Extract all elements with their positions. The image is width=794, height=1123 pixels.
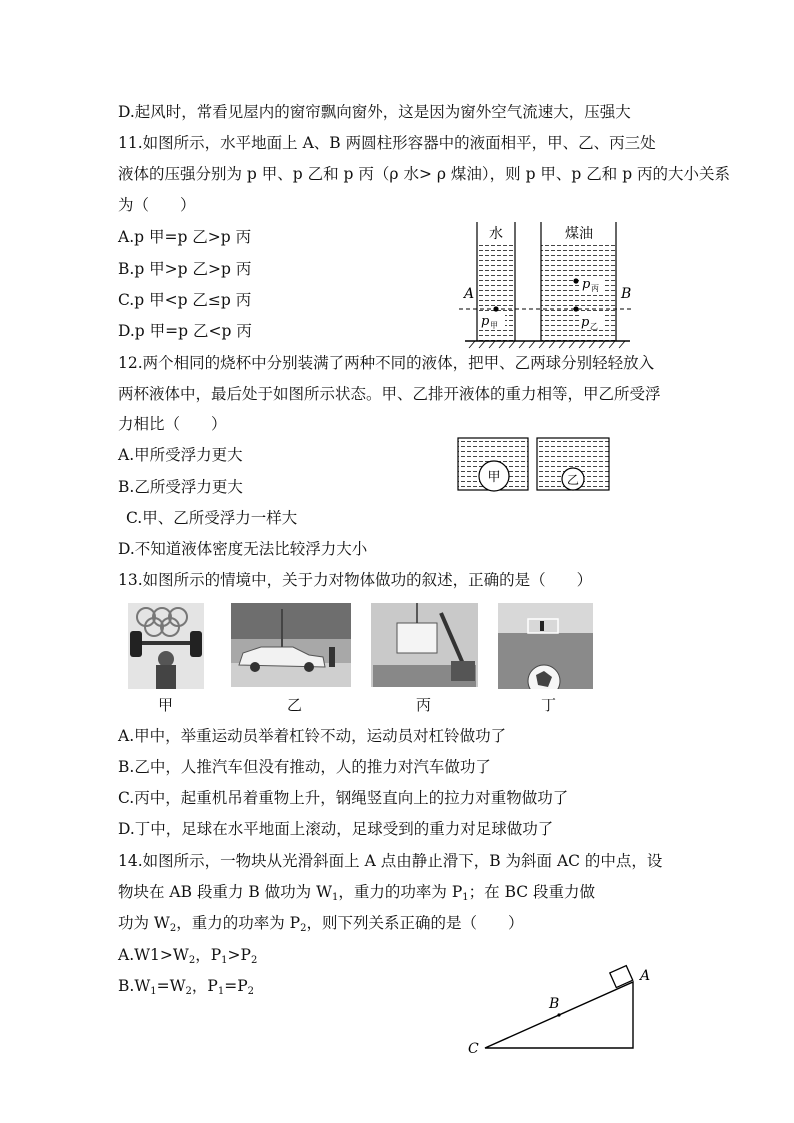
- q11-option-b: B.p 甲>p 乙>p 丙: [118, 260, 252, 278]
- q12-option-c: C.甲、乙所受浮力一样大: [126, 509, 298, 527]
- label-p-jia: p: [481, 314, 490, 329]
- q12-option-a: A.甲所受浮力更大: [118, 446, 243, 464]
- photo-label-ding: 丁: [541, 696, 557, 714]
- label-p-bing: p: [582, 277, 591, 292]
- q11-stem-line1: 11.如图所示，水平地面上 A、B 两圆柱形容器中的液面相平，甲、乙、丙三处: [118, 134, 656, 152]
- photo-label-bing: 丙: [416, 696, 432, 714]
- point-jia: [493, 306, 498, 311]
- q13-option-a: A.甲中，举重运动员举着杠铃不动，运动员对杠铃做功了: [118, 727, 507, 745]
- label-container-b: B: [621, 286, 632, 302]
- svg-text:丙: 丙: [591, 284, 599, 293]
- svg-text:乙: 乙: [590, 322, 598, 331]
- point-bing: [573, 278, 578, 283]
- svg-text:乙: 乙: [566, 473, 580, 487]
- svg-text:甲: 甲: [487, 470, 501, 485]
- q12-beaker-figure: [455, 434, 615, 494]
- point-yi: [573, 306, 578, 311]
- q13-stem: 13.如图所示的情境中，关于力对物体做功的叙述，正确的是（ ）: [118, 571, 593, 589]
- q13-option-b: B.乙中，人推汽车但没有推动，人的推力对汽车做功了: [118, 758, 491, 776]
- svg-text:甲: 甲: [490, 321, 498, 330]
- q12-option-d: D.不知道液体密度无法比较浮力大小: [118, 540, 368, 558]
- label-water: 水: [489, 226, 503, 242]
- q11-option-d: D.p 甲=p 乙<p 丙: [118, 322, 252, 340]
- label-p-yi: p: [581, 315, 590, 330]
- q12-stem-line2: 两杯液体中，最后处于如图所示状态。甲、乙排开液体的重力相等，甲乙所受浮: [118, 385, 661, 403]
- q11-stem-line3: 为（ ）: [118, 196, 196, 214]
- q14-stem-line1: 14.如图所示，一物块从光滑斜面上 A 点由静止滑下，B 为斜面 AC 的中点，设: [118, 852, 663, 870]
- label-kerosene: 煤油: [565, 226, 593, 242]
- q12-stem-line3: 力相比（ ）: [118, 415, 227, 433]
- q12-stem-line1: 12.两个相同的烧杯中分别装满了两种不同的液体，把甲、乙两球分别轻轻放入: [118, 354, 655, 372]
- q13-option-d: D.丁中，足球在水平地面上滚动，足球受到的重力对足球做功了: [118, 820, 554, 838]
- q11-container-figure: [455, 218, 635, 350]
- photo-crane: [371, 603, 478, 687]
- photo-label-jia: 甲: [158, 696, 174, 714]
- photo-football: [498, 603, 593, 689]
- q12-option-b: B.乙所受浮力更大: [118, 478, 243, 496]
- q14-option-b: $B.W_1=W_2$，$P_1=P_2$: [118, 977, 255, 997]
- photo-label-yi: 乙: [287, 696, 303, 714]
- label-container-a: A: [464, 286, 475, 302]
- q14-stem-line2: 物块在 AB 段重力 B 做功为 $W_1$，重力的功率为 $P_1$；在 BC 段重力做: [118, 883, 596, 903]
- point-b: [557, 1013, 560, 1016]
- q14-stem-line3: 功为 $W_2$，重力的功率为 $P_2$，则下列关系正确的是（ ）: [118, 914, 524, 934]
- label-a: A: [640, 968, 651, 984]
- q11-stem-line2: 液体的压强分别为 p 甲、p 乙和 p 丙（ρ 水> ρ 煤油），则 p 甲、p 乙和 p 丙的大小关系: [118, 165, 731, 183]
- q14-option-a: $A.W1>W_2$，$P_1>P_2$: [118, 946, 258, 966]
- q13-option-c: C.丙中，起重机吊着重物上升，钢绳竖直向上的拉力对重物做功了: [118, 789, 569, 807]
- q10-option-d: D.起风时，常看见屋内的窗帘飘向窗外，这是因为窗外空气流速大，压强大: [118, 103, 631, 121]
- q11-option-a: A.p 甲=p 乙>p 丙: [118, 228, 252, 246]
- q11-option-c: C.p 甲<p 乙≤p 丙: [118, 291, 252, 309]
- q14-incline-figure: [465, 962, 655, 1062]
- label-c: C: [468, 1041, 479, 1057]
- label-b: B: [549, 996, 560, 1012]
- photo-pushing-car: [231, 603, 351, 687]
- photo-weightlifter: [128, 603, 204, 689]
